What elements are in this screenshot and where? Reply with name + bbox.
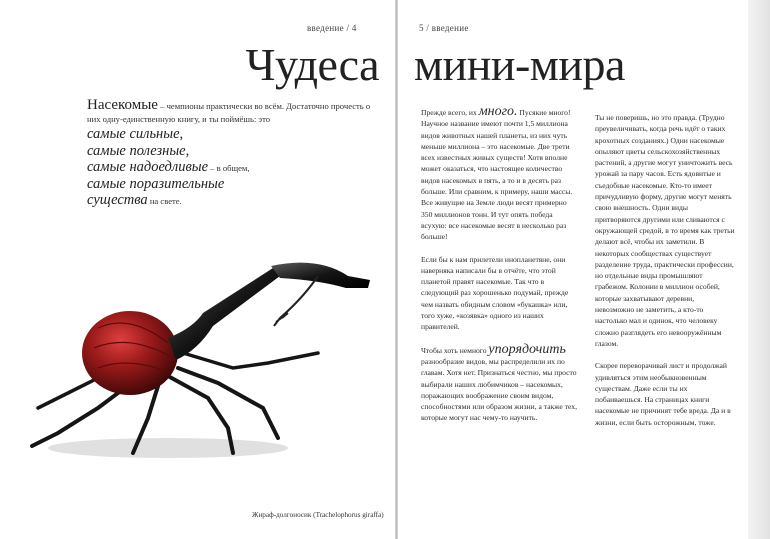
p3-start: Чтобы хоть немного [421,345,489,355]
lede-paragraph [87,99,377,209]
lede-line-4: самые поразительные [87,175,225,192]
column2-paragraph-2: Скорее переворачивай лист и продолжай удивляться этим необыкновенным существам. Даже если ты их побаиваешься. На страницах книги насекомые не причинят тебе вреда. Да и в жизни, если быть осторожным, тоже. [595,361,731,427]
running-head-right: 5 / введение [419,23,469,33]
text-column-2 [595,112,735,439]
lede-line-3-tail: – в общем, [208,163,250,173]
text-column-1 [421,106,579,435]
lede-line-3: самые надоедливые [87,159,209,175]
p3-emphasis: упорядочить [488,341,566,357]
column2-paragraph-1: Ты не поверишь, но это правда. (Трудно преувеличивать, когда речь идёт о таких крохотных созданиях.) Одни насекомые опыляют цветы сельскохозяйственных растений, а другие могут уничтожить весь урожай за пару часов. Есть ядовитые и съедобные насекомые. Кто-то имеет причудливую форму, другие могут менять свою внешность. Одни виды притворяются другими или сливаются с окружающей средой, в то время как третьи делают всё, чтобы их заметили. В некоторых сообществах существует разделение труда, практически профессии, но отдельные виды промышляют грабежом. Колонии в миллион особей, которые захватывают деревни, невозможно не заметить, а кто-то настолько мал и одинок, что человеку сложно разглядеть его невооружённым глазом. [595,113,735,348]
lede-line-1: самые сильные, [87,126,184,142]
page-edge [748,0,770,539]
column1-paragraph-1 [421,106,579,243]
lede-intro: – чемпионы практически во всём. Достаточно прочесть о них одну-единственную книгу, и ты поймёшь: это [87,101,371,124]
right-page [398,0,748,539]
lede-line-5-tail: на свете. [147,196,182,206]
p3-rest: разнообразие видов, мы распределили их по главам. Хотя нет. Признаться честно, мы просто выбирали наших любимчиков – насекомых, поражающих воображение своим видом, способностями или образом жизни, а также тех, которые могут нас чему-то научить. [421,356,577,423]
lede-line-2: самые полезные, [87,142,190,159]
running-head-left: введение / 4 [307,23,357,33]
column1-paragraph-2: Если бы к нам прилетели инопланетяне, они наверняка написали бы в отчёте, что этой планетой правят насекомые. Так что в следующий раз хорошенько подумай, прежде чем назвать обидным словом «букашка» или, того хуже, «козявка» одного из наших правителей. [421,254,569,332]
p1-rest: Пусякие много! Научное название имеют почти 1,5 миллиона видов животных нашей планеты, из них чуть меньше миллиона – это насекомые. Две трети всех известных живых существ! Хотя вполне может оказаться, что настоящее количество видов насекомых в пять, а то и в десять раз больше. Или сравним, к примеру, наши массы. Все живущие на Земле люди весят примерно 350 миллионов тонн. И тут опять победа всухую: все насекомые весят в несколько раз больше! [421,108,573,242]
giraffe-weevil-illustration [18,258,388,478]
p1-emphasis: много. [478,104,518,119]
p1-start: Прежде всего, их [421,108,479,117]
page-title-right: мини-мира [414,39,625,90]
lede-line-5: существа [87,192,148,208]
illustration-caption: Жираф-долгоносик (Trachelophorus giraffa) [252,511,384,519]
column1-paragraph-3 [421,341,579,424]
lede-lead-word: Насекомые [87,97,158,113]
page-title-left: Чудеса [245,39,379,90]
